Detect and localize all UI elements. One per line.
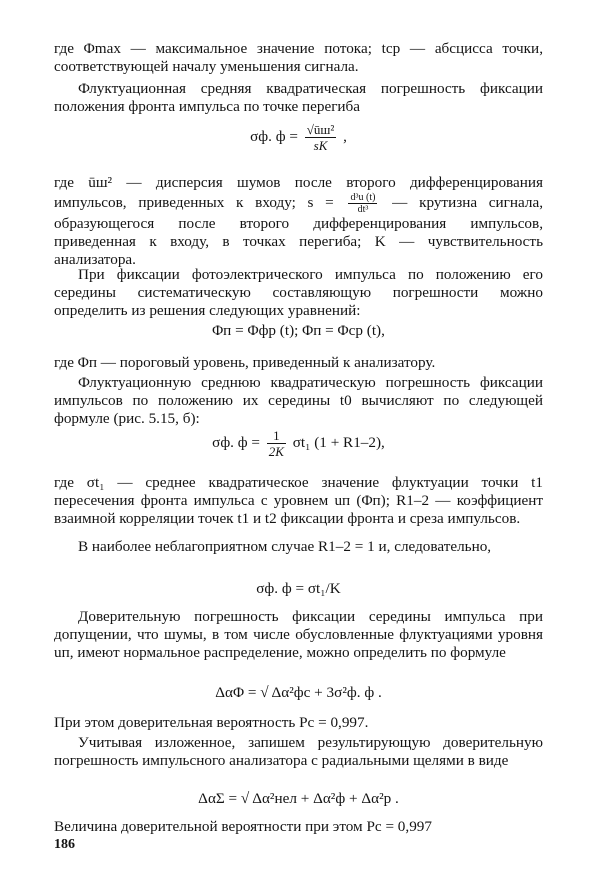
page-number: 186 bbox=[54, 837, 75, 852]
formula-delta-alpha-phi: ΔαΦ = √ Δα²фс + 3σ²ф. ф . bbox=[215, 684, 382, 701]
formula-threshold-equations: Φп = Φфр (t); Φп = Φср (t), bbox=[212, 322, 385, 339]
paragraph-phi-max: где Φmax — максимальное значение потока; tср — абсцисса точки, соответствующей началу уменьшения сигнала. bbox=[54, 40, 543, 75]
formula-sigma-front bbox=[54, 122, 543, 153]
formula-sigma-front-lhs: σф. ф = bbox=[250, 127, 298, 145]
formula-sigma-midpoint-denominator: 2K bbox=[268, 444, 284, 459]
formula-sigma-midpoint-rhs: σt₁ (1 + R1–2), bbox=[292, 433, 385, 451]
formula-sigma-midpoint-fraction bbox=[267, 428, 286, 459]
paragraph-noise-dispersion bbox=[54, 174, 543, 269]
formula-sigma-front-denominator: sK bbox=[313, 138, 328, 153]
formula-sigma-front-fraction bbox=[305, 122, 337, 153]
paragraph-sigma-definition: где σt₁ — среднее квадратическое значение флуктуации точки t1 пересечения фронта импульса с уровнем uп (Φп); R1–2 — коэффициент взаимной корреляции точек t1 и t2 фиксации фронта и среза импульсов. bbox=[54, 474, 543, 527]
paragraph-noise-dispersion-b: — крутизна сигнала, образующегося после второго дифференцирования импульсов, приведенная к входу, в точках перегиба; K — чувствительность анализатора. bbox=[54, 193, 544, 268]
paragraph-fluctuation-midpoint: Флуктуационную среднюю квадратическую погрешность фиксации импульсов по положению их середины t0 вычисляют по следующей формуле (рис. 5.15, б): bbox=[54, 374, 543, 427]
paragraph-final-probability: Величина доверительной вероятности при этом Pс = 0,997 bbox=[54, 818, 432, 835]
formula-delta-alpha-sigma: ΔαΣ = √ Δα²нел + Δα²ф + Δα²р . bbox=[198, 790, 399, 807]
formula-sigma-midpoint-lhs: σф. ф = bbox=[212, 433, 260, 451]
paragraph-confidence-error: Доверительную погрешность фиксации середины импульса при допущении, что шумы, в том числе обусловленные флуктуациями уровня uп, имеют нормальное распределение, можно определить по формуле bbox=[54, 608, 543, 661]
formula-sigma-front-tail: , bbox=[343, 127, 347, 145]
paragraph-midpoint-fixation: При фиксации фотоэлектрического импульса по положению его середины систематическую составляющую погрешности можно определить из решения следующих уравнений: bbox=[54, 266, 543, 319]
paragraph-noise-dispersion-a: где ūш² — дисперсия шумов после второго дифференцирования импульсов, приведенных к входу; s = bbox=[54, 174, 543, 211]
paragraph-fluctuation-front: Флуктуационная средняя квадратическая погрешность фиксации положения фронта импульса по точке перегиба bbox=[54, 80, 543, 115]
formula-worst-case: σф. ф = σt₁/K bbox=[256, 580, 341, 597]
paragraph-resulting-error: Учитывая изложенное, запишем результирующую доверительную погрешность импульсного анализатора с радиальными щелями в виде bbox=[54, 734, 543, 769]
paragraph-threshold-level: где Φп — пороговый уровень, приведенный к анализатору. bbox=[54, 354, 436, 371]
slope-fraction bbox=[348, 192, 377, 215]
paragraph-worst-case: В наиболее неблагоприятном случае R1–2 = 1 и, следовательно, bbox=[78, 538, 492, 555]
formula-sigma-midpoint bbox=[54, 428, 543, 459]
slope-fraction-numerator: d³u (t) bbox=[350, 192, 376, 203]
formula-sigma-front-numerator: √ūш² bbox=[306, 122, 335, 137]
slope-fraction-denominator: dt³ bbox=[357, 204, 369, 215]
formula-sigma-midpoint-numerator: 1 bbox=[267, 428, 286, 444]
paragraph-confidence-probability: При этом доверительная вероятность Pс = 0,997. bbox=[54, 714, 369, 731]
